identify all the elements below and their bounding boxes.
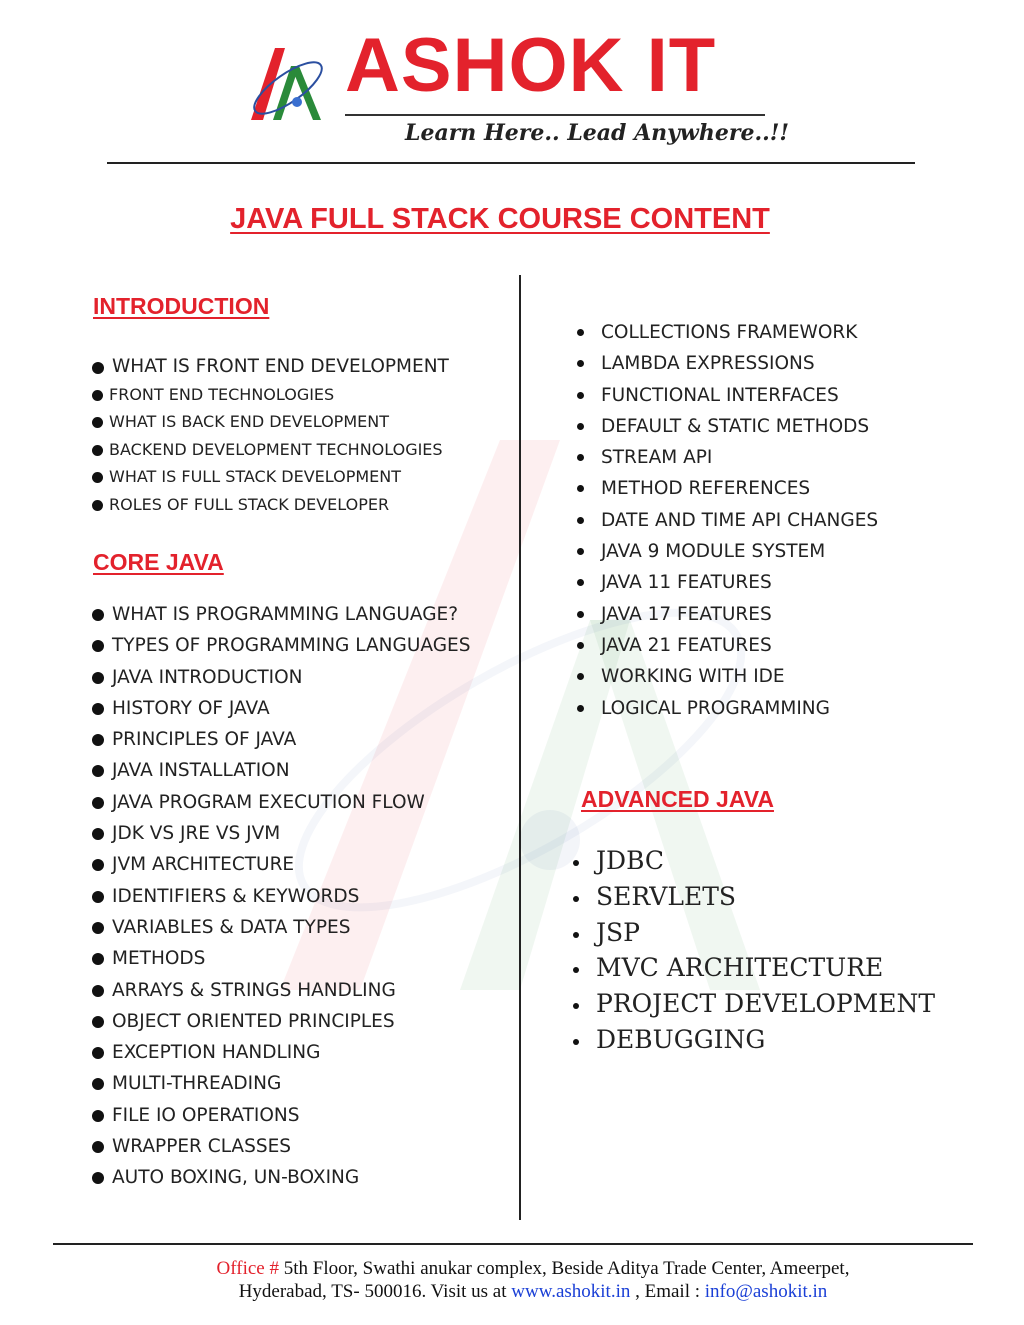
address-line-1: 5th Floor, Swathi anukar complex, Beside Aditya Trade Center, Ameerpet, bbox=[283, 1258, 850, 1279]
core-java-heading: CORE JAVA bbox=[93, 549, 224, 575]
list-item: FILE IO OPERATIONS bbox=[92, 1100, 470, 1131]
list-item: PROJECT DEVELOPMENT bbox=[570, 986, 935, 1022]
address-line-2: Hyderabad, TS- 500016. Visit us at bbox=[238, 1281, 507, 1302]
core-java-list bbox=[92, 599, 470, 1194]
list-item: WRAPPER CLASSES bbox=[92, 1131, 470, 1162]
list-item: LOGICAL PROGRAMMING bbox=[577, 693, 878, 724]
list-item: METHOD REFERENCES bbox=[577, 473, 878, 504]
list-item: STREAM API bbox=[577, 442, 878, 473]
list-item: JDK VS JRE VS JVM bbox=[92, 818, 470, 849]
tagline: Learn Here.. Lead Anywhere..!! bbox=[405, 120, 790, 146]
footer-divider bbox=[53, 1243, 973, 1245]
list-item: EXCEPTION HANDLING bbox=[92, 1037, 470, 1068]
list-item: ROLES OF FULL STACK DEVELOPER bbox=[92, 491, 449, 519]
list-item: COLLECTIONS FRAMEWORK bbox=[577, 317, 878, 348]
list-item: WORKING WITH IDE bbox=[577, 661, 878, 692]
list-item: LAMBDA EXPRESSIONS bbox=[577, 348, 878, 379]
footer-address bbox=[0, 1257, 1024, 1303]
list-item: DATE AND TIME API CHANGES bbox=[577, 505, 878, 536]
list-item: JVM ARCHITECTURE bbox=[92, 849, 470, 880]
list-item: JAVA PROGRAM EXECUTION FLOW bbox=[92, 787, 470, 818]
list-item: WHAT IS BACK END DEVELOPMENT bbox=[92, 408, 449, 436]
email-label: , Email : bbox=[635, 1281, 701, 1302]
list-item: JSP bbox=[570, 915, 935, 951]
footer-line-1 bbox=[0, 1257, 1024, 1280]
list-item: JAVA 17 FEATURES bbox=[577, 599, 878, 630]
list-item: WHAT IS FRONT END DEVELOPMENT bbox=[92, 353, 449, 381]
list-item: PRINCIPLES OF JAVA bbox=[92, 724, 470, 755]
column-divider bbox=[519, 275, 521, 1220]
list-item: MVC ARCHITECTURE bbox=[570, 950, 935, 986]
list-item: IDENTIFIERS & KEYWORDS bbox=[92, 881, 470, 912]
ashok-it-logo-icon bbox=[243, 38, 333, 128]
brand-name: ASHOK IT bbox=[345, 23, 717, 108]
list-item: OBJECT ORIENTED PRINCIPLES bbox=[92, 1006, 470, 1037]
list-item: BACKEND DEVELOPMENT TECHNOLOGIES bbox=[92, 436, 449, 464]
list-item: WHAT IS FULL STACK DEVELOPMENT bbox=[92, 463, 449, 491]
introduction-heading: INTRODUCTION bbox=[93, 293, 270, 319]
header-divider bbox=[107, 162, 915, 164]
list-item: DEFAULT & STATIC METHODS bbox=[577, 411, 878, 442]
list-item: METHODS bbox=[92, 943, 470, 974]
list-item: WHAT IS PROGRAMMING LANGUAGE? bbox=[92, 599, 470, 630]
list-item: JAVA 11 FEATURES bbox=[577, 567, 878, 598]
footer-line-2 bbox=[0, 1280, 1024, 1303]
list-item: JAVA 9 MODULE SYSTEM bbox=[577, 536, 878, 567]
list-item: TYPES OF PROGRAMMING LANGUAGES bbox=[92, 630, 470, 661]
introduction-list bbox=[92, 353, 449, 519]
list-item: FUNCTIONAL INTERFACES bbox=[577, 380, 878, 411]
list-item: JAVA INSTALLATION bbox=[92, 755, 470, 786]
list-item: AUTO BOXING, UN-BOXING bbox=[92, 1162, 470, 1193]
list-item: FRONT END TECHNOLOGIES bbox=[92, 381, 449, 409]
list-item: MULTI-THREADING bbox=[92, 1068, 470, 1099]
list-item: VARIABLES & DATA TYPES bbox=[92, 912, 470, 943]
office-label: Office # bbox=[216, 1258, 279, 1279]
list-item: SERVLETS bbox=[570, 879, 935, 915]
list-item: HISTORY OF JAVA bbox=[92, 693, 470, 724]
list-item: JAVA 21 FEATURES bbox=[577, 630, 878, 661]
list-item: JDBC bbox=[570, 843, 935, 879]
email-link[interactable]: info@ashokit.in bbox=[704, 1281, 828, 1302]
advanced-java-heading: ADVANCED JAVA bbox=[581, 786, 774, 812]
core-java-continued-list bbox=[577, 317, 878, 724]
list-item: JAVA INTRODUCTION bbox=[92, 662, 470, 693]
list-item: DEBUGGING bbox=[570, 1022, 935, 1058]
page-title: JAVA FULL STACK COURSE CONTENT bbox=[230, 203, 770, 235]
list-item: ARRAYS & STRINGS HANDLING bbox=[92, 975, 470, 1006]
advanced-java-list bbox=[570, 843, 935, 1058]
website-link[interactable]: www.ashokit.in bbox=[511, 1281, 631, 1302]
brand-underline bbox=[345, 114, 765, 116]
